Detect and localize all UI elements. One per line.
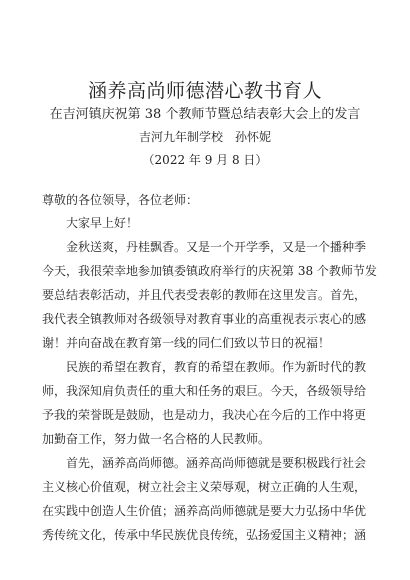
body-line: 今天，我很荣幸地参加镇委镇政府举行的庆祝第 38 个教师节发	[42, 264, 377, 278]
body-line: 谢！并向奋战在教育第一线的同仁们致以节日的祝福！	[42, 336, 331, 350]
body-line: 师，我深知肩负责任的重大和任务的艰巨。今天，各级领导给	[42, 384, 367, 398]
body-line: 秀传统文化，传承中华民族优良传统，弘扬爱国主义精神；涵	[42, 528, 367, 542]
body-line: 民族的希望在教育，教育的希望在教师。作为新时代的教	[66, 360, 367, 374]
body-line: 要总结表彰活动，并且代表受表彰的教师在这里发言。首先，	[42, 288, 367, 302]
body-line: 在实践中创造人生价值；涵养高尚师德就是要大力弘扬中华优	[42, 504, 367, 518]
salutation: 尊敬的各位领导，各位老师：	[42, 193, 199, 207]
author-line	[0, 128, 410, 146]
body-line: 予我的荣誉既是鼓励，也是动力，我决心在今后的工作中将更	[42, 408, 367, 422]
body-line: 加勤奋工作，努力做一名合格的人民教师。	[42, 432, 271, 446]
document-title: 涵养高尚师德潜心教书育人	[87, 80, 322, 102]
body-line: 主义核心价值观，树立社会主义荣辱观，树立正确的人生观，	[42, 480, 367, 494]
document-subtitle: 在吉河镇庆祝第 38 个教师节暨总结表彰大会上的发言	[49, 107, 361, 122]
body-line: 我代表全镇教师对各级领导对教育事业的高重视表示衷心的感	[42, 312, 367, 326]
body-line: 首先，涵养高尚师德。涵养高尚师德就是要积极践行社会	[66, 456, 367, 470]
body-line: 大家早上好！	[66, 216, 139, 230]
school-name: 吉河九年制学校	[138, 130, 223, 144]
author-name: 孙怀妮	[235, 130, 272, 144]
speech-date: （2022 年 9 月 8 日）	[142, 153, 268, 167]
body-line: 金秋送爽，丹桂飘香。又是一个开学季，又是一个播种季	[66, 240, 367, 254]
